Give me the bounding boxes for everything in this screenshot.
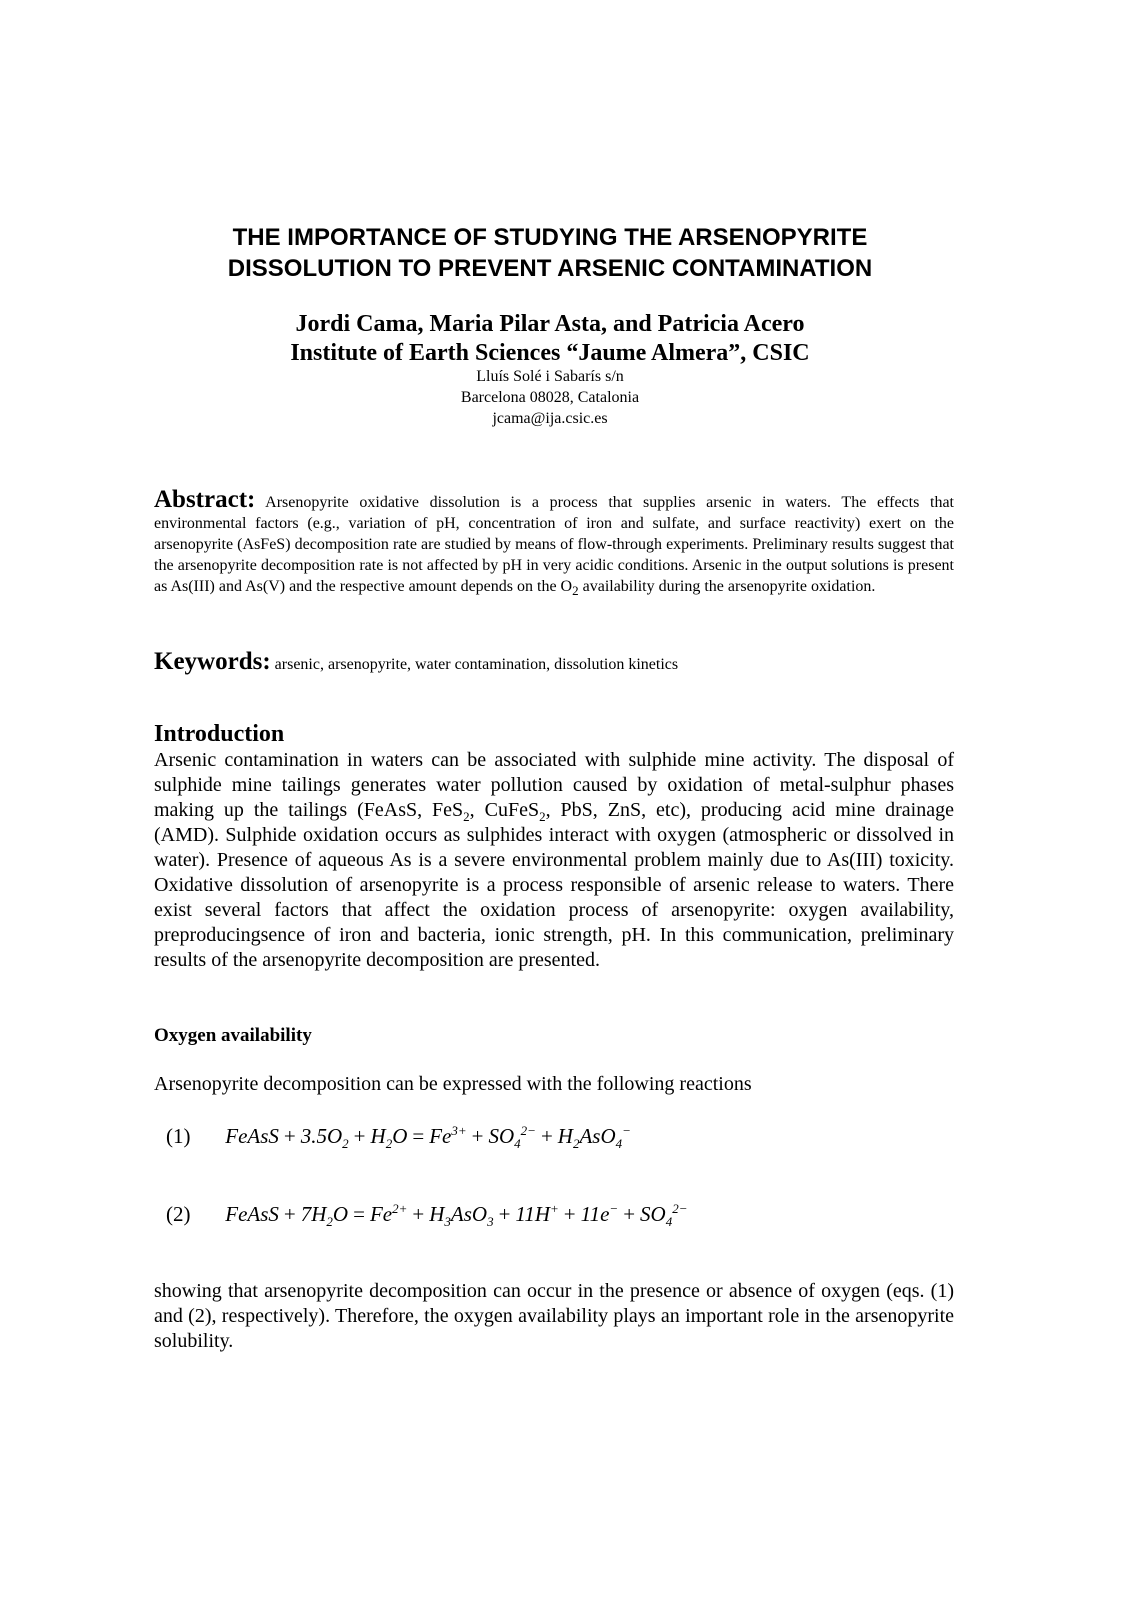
intro-text-2: , CuFeS — [469, 799, 540, 821]
eq-subscript: 2 — [385, 1136, 393, 1152]
equation-1-body — [225, 1123, 631, 1152]
eq-superscript: 3+ — [451, 1123, 467, 1138]
eq-term: AsO — [579, 1124, 616, 1148]
eq-subscript: 2 — [342, 1136, 349, 1152]
eq-term: AsO — [450, 1202, 488, 1226]
affiliation — [150, 366, 950, 429]
equations-intro: Arsenopyrite decomposition can be expressed with the following reactions — [154, 1073, 752, 1095]
eq-operator: = — [412, 1124, 425, 1148]
eq-term: FeAsS — [225, 1124, 279, 1148]
eq-subscript: 3 — [487, 1214, 494, 1230]
intro-text-1: Arsenic contamination in waters can be associated with sulphide mine activity. The disposal of sulphide mine tailings generates water pollution caused by oxidation of metal-sulphur phases making up the tailings (FeAsS, FeS — [154, 749, 954, 821]
eq-term: H — [370, 1124, 386, 1148]
eq-operator: + — [623, 1202, 636, 1226]
abstract — [154, 486, 954, 599]
eq-superscript: 2+ — [392, 1201, 408, 1216]
address-city: Barcelona 08028, Catalonia — [460, 389, 640, 406]
author-email: jcama@ija.csic.es — [492, 410, 608, 427]
abstract-subscript: 2 — [572, 583, 579, 599]
intro-sub-1: 2 — [463, 809, 470, 824]
introduction-heading: Introduction — [154, 721, 285, 747]
abstract-text: Arsenopyrite oxidative dissolution is a process that supplies arsenic in waters. The effects that environmental factors (e.g., variation of pH, concentration of iron and sulfate, and surface reactivity) exert on the arsenopyrite (AsFeS) decomposition rate are studied by means of flow-through experiments. Preliminary results suggest that the arsenopyrite decomposition rate is not affected by pH in very acidic conditions. Arsenic in the output solutions is present as As(III) and As(V) and the respective amount depends on the O — [154, 494, 954, 595]
abstract-label: Abstract: — [154, 486, 256, 513]
eq-operator: + — [540, 1124, 553, 1148]
eq-term: O — [392, 1124, 408, 1148]
eq-term: SO — [488, 1124, 515, 1148]
eq-term: H — [557, 1124, 573, 1148]
title-line-2: DISSOLUTION TO PREVENT ARSENIC CONTAMINATION — [227, 255, 873, 282]
eq-term: 3.5O — [300, 1124, 343, 1148]
equation-1 — [166, 1122, 631, 1150]
keywords-text: arsenic, arsenopyrite, water contamination, dissolution kinetics — [270, 656, 679, 673]
eq-term: 11H — [515, 1202, 551, 1226]
eq-superscript: − — [622, 1123, 631, 1138]
eq-operator: = — [353, 1202, 365, 1226]
paper-title — [150, 222, 950, 284]
intro-text-3: , PbS, ZnS, etc), producing acid mine drainage (AMD). Sulphide oxidation occurs as sulphides interact with oxygen (atmospheric or dissolved in water). Presence of aqueous As is a severe environmental problem mainly due to As(III) toxicity. Oxidative dissolution of arsenopyrite is a process responsible of arsenic release to waters. There exist several factors that affect the oxidation process of arsenopyrite: oxygen availability, preproducingsence of iron and bacteria, ionic strength, pH. In this communication, preliminary results of the arsenopyrite decomposition are presented. — [154, 799, 954, 971]
eq-term: 7H — [300, 1202, 327, 1226]
eq-operator: + — [471, 1124, 484, 1148]
eq-term: Fe — [369, 1202, 393, 1226]
equation-1-number: (1) — [166, 1124, 191, 1148]
eq-operator: + — [283, 1202, 296, 1226]
eq-subscript: 4 — [514, 1136, 521, 1152]
author-names: Jordi Cama, Maria Pilar Asta, and Patricia Acero — [295, 311, 805, 337]
abstract-text-end: availability during the arsenopyrite oxidation. — [578, 578, 876, 595]
eq-term: H — [429, 1202, 445, 1226]
eq-term: 11e — [580, 1202, 610, 1226]
eq-operator: + — [353, 1124, 366, 1148]
eq-subscript: 3 — [444, 1214, 451, 1230]
oxygen-availability-heading: Oxygen availability — [154, 1025, 312, 1046]
eq-operator: + — [498, 1202, 511, 1226]
address-street: Lluís Solé i Sabarís s/n — [476, 368, 624, 385]
eq-superscript: − — [609, 1201, 619, 1216]
keywords — [154, 650, 954, 677]
eq-subscript: 2 — [326, 1214, 333, 1230]
eq-term: FeAsS — [225, 1202, 279, 1226]
eq-superscript: 2− — [672, 1201, 688, 1216]
equation-2 — [166, 1200, 687, 1228]
eq-term: Fe — [429, 1124, 452, 1148]
introduction-paragraph — [154, 748, 954, 973]
eq-term: SO — [640, 1202, 666, 1226]
eq-operator: + — [563, 1202, 576, 1226]
title-line-1: THE IMPORTANCE OF STUDYING THE ARSENOPYRITE — [232, 224, 868, 251]
eq-superscript: 2− — [520, 1123, 536, 1138]
institute-name: Institute of Earth Sciences “Jaume Almera”, CSIC — [290, 340, 810, 366]
eq-operator: + — [283, 1124, 296, 1148]
keywords-label: Keywords: — [154, 648, 271, 675]
eq-subscript: 2 — [572, 1136, 580, 1152]
conclusion-paragraph: showing that arsenopyrite decomposition can occur in the presence or absence of oxygen (eqs. (1) and (2), respectively). Therefore, the oxygen availability plays an important role in the arsenopyrite solubility. — [154, 1280, 954, 1352]
eq-subscript: 4 — [615, 1136, 623, 1152]
equation-2-body — [225, 1201, 688, 1230]
intro-sub-2: 2 — [539, 809, 546, 824]
eq-operator: + — [412, 1202, 425, 1226]
equation-2-number: (2) — [166, 1202, 191, 1226]
eq-superscript: + — [550, 1201, 559, 1216]
author-block — [150, 310, 950, 368]
eq-subscript: 4 — [665, 1214, 673, 1230]
eq-term: O — [332, 1202, 349, 1226]
